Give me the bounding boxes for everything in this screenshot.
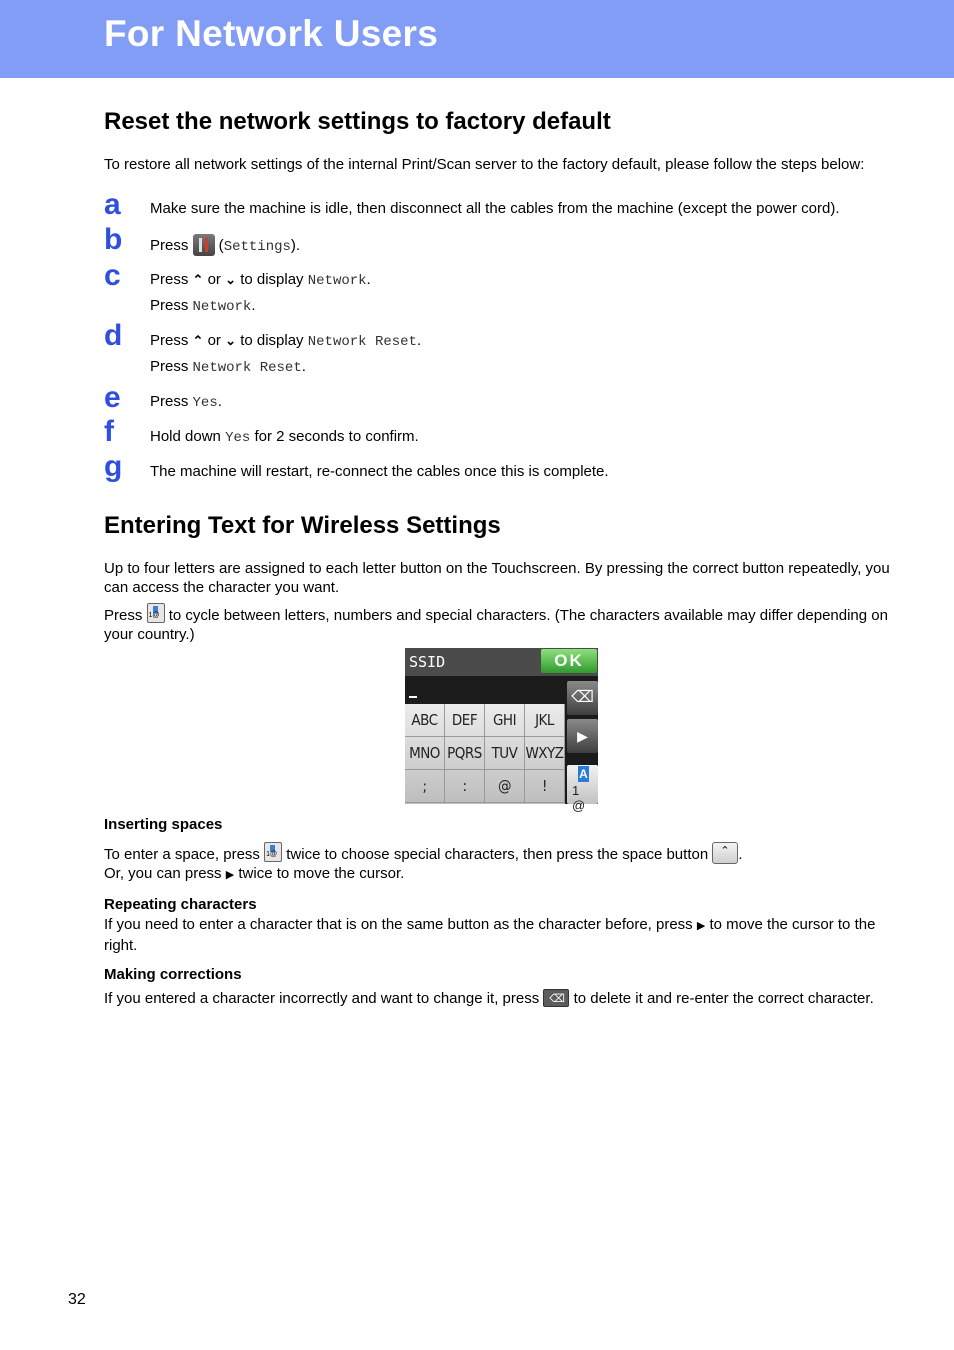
lcd-mode-num: 1 @ [572,783,587,813]
step-e-press: Press [150,393,189,410]
lcd-key-def: DEF [445,704,485,737]
reset-intro: To restore all network settings of the internal Print/Scan server to the factory default, please follow the steps below: [104,156,865,173]
step-letter-d: d [104,319,123,352]
page-header-banner [0,0,954,78]
para2-post: to cycle between letters, numbers and special characters. (The characters available may differ depending on your country.) [104,607,888,643]
lcd-cursor [409,696,417,698]
step-f-post: for 2 seconds to confirm. [254,428,419,445]
inserting-line2-pre: Or, you can press [104,865,222,882]
step-f-hold: Hold down [150,428,221,445]
step-letter-e: e [104,381,121,414]
step-letter-b: b [104,223,123,256]
up-arrow-icon: ⌃ [192,333,204,348]
text-section-para2 [104,603,904,644]
step-c-press-2: Press [150,297,189,314]
up-arrow-icon: ⌃ [192,272,204,287]
lcd-backspace-icon: ⌫ [567,681,598,715]
para2-press: Press [104,607,143,624]
inserting-line1-pre: To enter a space, press [104,846,260,863]
corrections-title: Making corrections [104,966,242,983]
step-c-or: or [207,271,221,288]
step-d-network-reset: Network Reset [307,334,417,350]
step-c-line1: Press ⌃ or ⌄ to display Network. [150,271,371,289]
repeating-pre: If you need to enter a character that is on the same button as the character before, press [104,916,693,933]
settings-icon [193,234,215,256]
step-letter-g: g [104,450,123,483]
down-arrow-icon: ⌄ [225,333,237,348]
step-d-press-2: Press [150,358,189,375]
step-b: Press (Settings). [150,234,300,257]
inserting-line1-mid: twice to choose special characters, then press the space button [286,846,709,863]
step-d-line2: Press Network Reset. [150,358,306,376]
inserting-line2-post: twice to move the cursor. [238,865,405,882]
reset-section-heading: Reset the network settings to factory default [104,108,611,135]
step-c-line2: Press Network. [150,297,256,315]
repeating-post: to move the cursor to the right. [104,916,876,954]
step-d-line1: Press ⌃ or ⌄ to display Network Reset. [150,332,422,350]
step-d-press: Press [150,332,189,349]
lcd-key-at: @ [485,770,525,803]
step-letter-f: f [104,415,114,448]
lcd-key-mno: MNO [405,737,445,770]
backspace-icon [543,989,569,1007]
lcd-key-tuv: TUV [485,737,525,770]
space-button-icon [712,842,738,864]
lcd-mode-alpha: A [579,767,588,781]
lcd-mode-button [567,765,598,813]
step-e-yes: Yes [192,395,218,411]
right-arrow-icon: ▶ [696,920,706,932]
inserting-spaces-title: Inserting spaces [104,816,223,833]
step-a-text: Make sure the machine is idle, then disconnect all the cables from the machine (except the power cord). [150,200,840,217]
corrections-post: to delete it and re-enter the correct character. [573,990,874,1007]
step-b-press: Press [150,237,189,254]
lcd-key-jkl: JKL [525,704,565,737]
lcd-ok-button: OK [541,649,597,673]
lcd-key-grid [405,704,565,804]
lcd-right-arrow-icon: ▶ [567,719,598,753]
step-c-network-2: Network [192,299,252,315]
step-f-yes: Yes [225,430,251,446]
keyboard-mode-icon [264,842,282,862]
lcd-ssid-title: SSID [409,653,446,671]
corrections-text [104,989,904,1008]
step-d-network-reset-2: Network Reset [192,360,302,376]
lcd-key-pqrs: PQRS [445,737,485,770]
step-d-or: or [207,332,221,349]
page-title: For Network Users [104,13,439,54]
step-c-press: Press [150,271,189,288]
step-c-network: Network [307,273,367,289]
step-d-to-display: to display [240,332,304,349]
lcd-key-semicolon: ; [405,770,445,803]
repeating-text [104,915,904,955]
step-e: Press Yes. [150,393,222,411]
corrections-pre: If you entered a character incorrectly and want to change it, press [104,990,540,1007]
step-c-to-display: to display [240,271,304,288]
right-arrow-icon: ▶ [225,869,235,881]
inserting-line2 [104,864,904,885]
lcd-title-bar [405,648,598,676]
step-letter-a: a [104,188,121,221]
lcd-key-abc: ABC [405,704,445,737]
page-number: 32 [68,1291,86,1308]
step-letter-c: c [104,259,121,292]
lcd-key-wxyz: WXYZ [525,737,565,770]
step-f [150,427,419,448]
repeating-title: Repeating characters [104,896,257,913]
keyboard-mode-icon [147,603,165,623]
lcd-key-exclaim: ! [525,770,565,803]
text-section-para1: Up to four letters are assigned to each letter button on the Touchscreen. By pressing the correct button repeatedly, you can access the character you want. [104,560,890,596]
down-arrow-icon: ⌄ [225,272,237,287]
touchscreen-keyboard-image [405,648,598,813]
lcd-key-ghi: GHI [485,704,525,737]
step-b-settings: Settings [223,239,291,255]
step-g-text: The machine will restart, re-connect the cables once this is complete. [150,463,609,480]
text-section-heading: Entering Text for Wireless Settings [104,512,501,539]
inserting-line1: To enter a space, press 1@ twice to choose special characters, then press the space button ⌃ . [104,842,904,864]
lcd-key-colon: : [445,770,485,803]
